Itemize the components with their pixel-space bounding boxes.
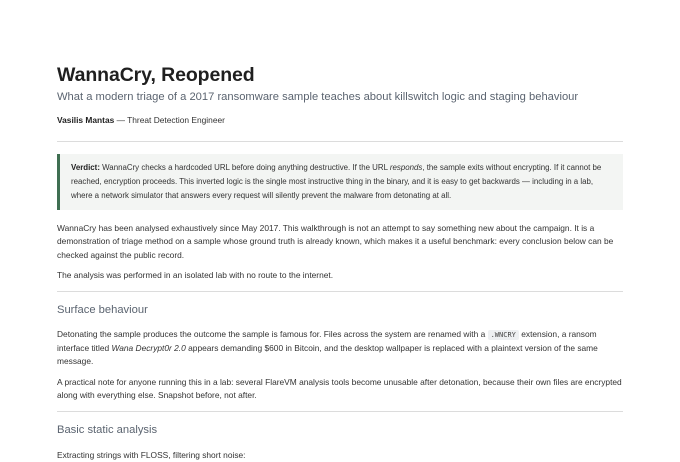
byline-separator: —	[114, 115, 128, 125]
article-title: WannaCry, Reopened	[57, 64, 255, 86]
intro-paragraph-1: WannaCry has been analysed exhaustively since May 2017. This walkthrough is not an attempt to say something new about the campaign. It is a demonstration of triage method on a sample whose ground truth is already known, which makes it a useful benchmark: every conclusion below can be checked against the public record.	[57, 223, 614, 260]
surface-text-2: extension, a ransom interface titled	[57, 328, 597, 354]
byline	[57, 115, 623, 126]
surface-paragraph-1	[57, 328, 623, 369]
byline-role: Threat Detection Engineer	[127, 115, 225, 125]
divider	[57, 411, 623, 412]
ransom-window-title: Wana Decrypt0r 2.0	[111, 343, 186, 354]
surface-text-3: appears demanding $600 in Bitcoin, and the desktop wallpaper is replaced with a plaintext version of the same message.	[57, 343, 598, 367]
divider	[57, 291, 623, 292]
surface-paragraph-2: A practical note for anyone running this in a lab: several FlareVM analysis tools become unusable after detonation, because their own files are encrypted along with everything else. Snapshot before, not after.	[57, 376, 622, 401]
article	[57, 0, 623, 462]
section-heading-surface-behaviour: Surface behaviour	[57, 303, 148, 316]
static-analysis-paragraph-1: Extracting strings with FLOSS, filtering short noise:	[57, 449, 246, 460]
surface-text-1: Detonating the sample produces the outcome the sample is famous for. Files across the system are renamed with a	[57, 328, 488, 339]
intro-paragraph-2: The analysis was performed in an isolated lab with no route to the internet.	[57, 270, 334, 281]
extension-code: .WNCRY	[488, 330, 519, 340]
verdict-callout	[57, 154, 623, 210]
verdict-emphasis: responds	[389, 163, 423, 172]
verdict-text-2: , the sample exits without encrypting. If it cannot be reached, encryption proceeds. This inverted logic is the single most instructive thing in the binary, and it is easy to get backwards — including in a lab, where a network simulator that answers every request will silently prevent the malware from detonating at all.	[71, 163, 602, 200]
byline-author: Vasilis Mantas	[57, 115, 115, 125]
divider	[57, 141, 623, 142]
verdict-text-1: WannaCry checks a hardcoded URL before doing anything destructive. If the URL	[99, 163, 390, 172]
article-subtitle: What a modern triage of a 2017 ransomware sample teaches about killswitch logic and staging behaviour	[57, 91, 579, 103]
verdict-label: Verdict:	[71, 163, 100, 172]
section-heading-basic-static-analysis: Basic static analysis	[57, 423, 158, 436]
